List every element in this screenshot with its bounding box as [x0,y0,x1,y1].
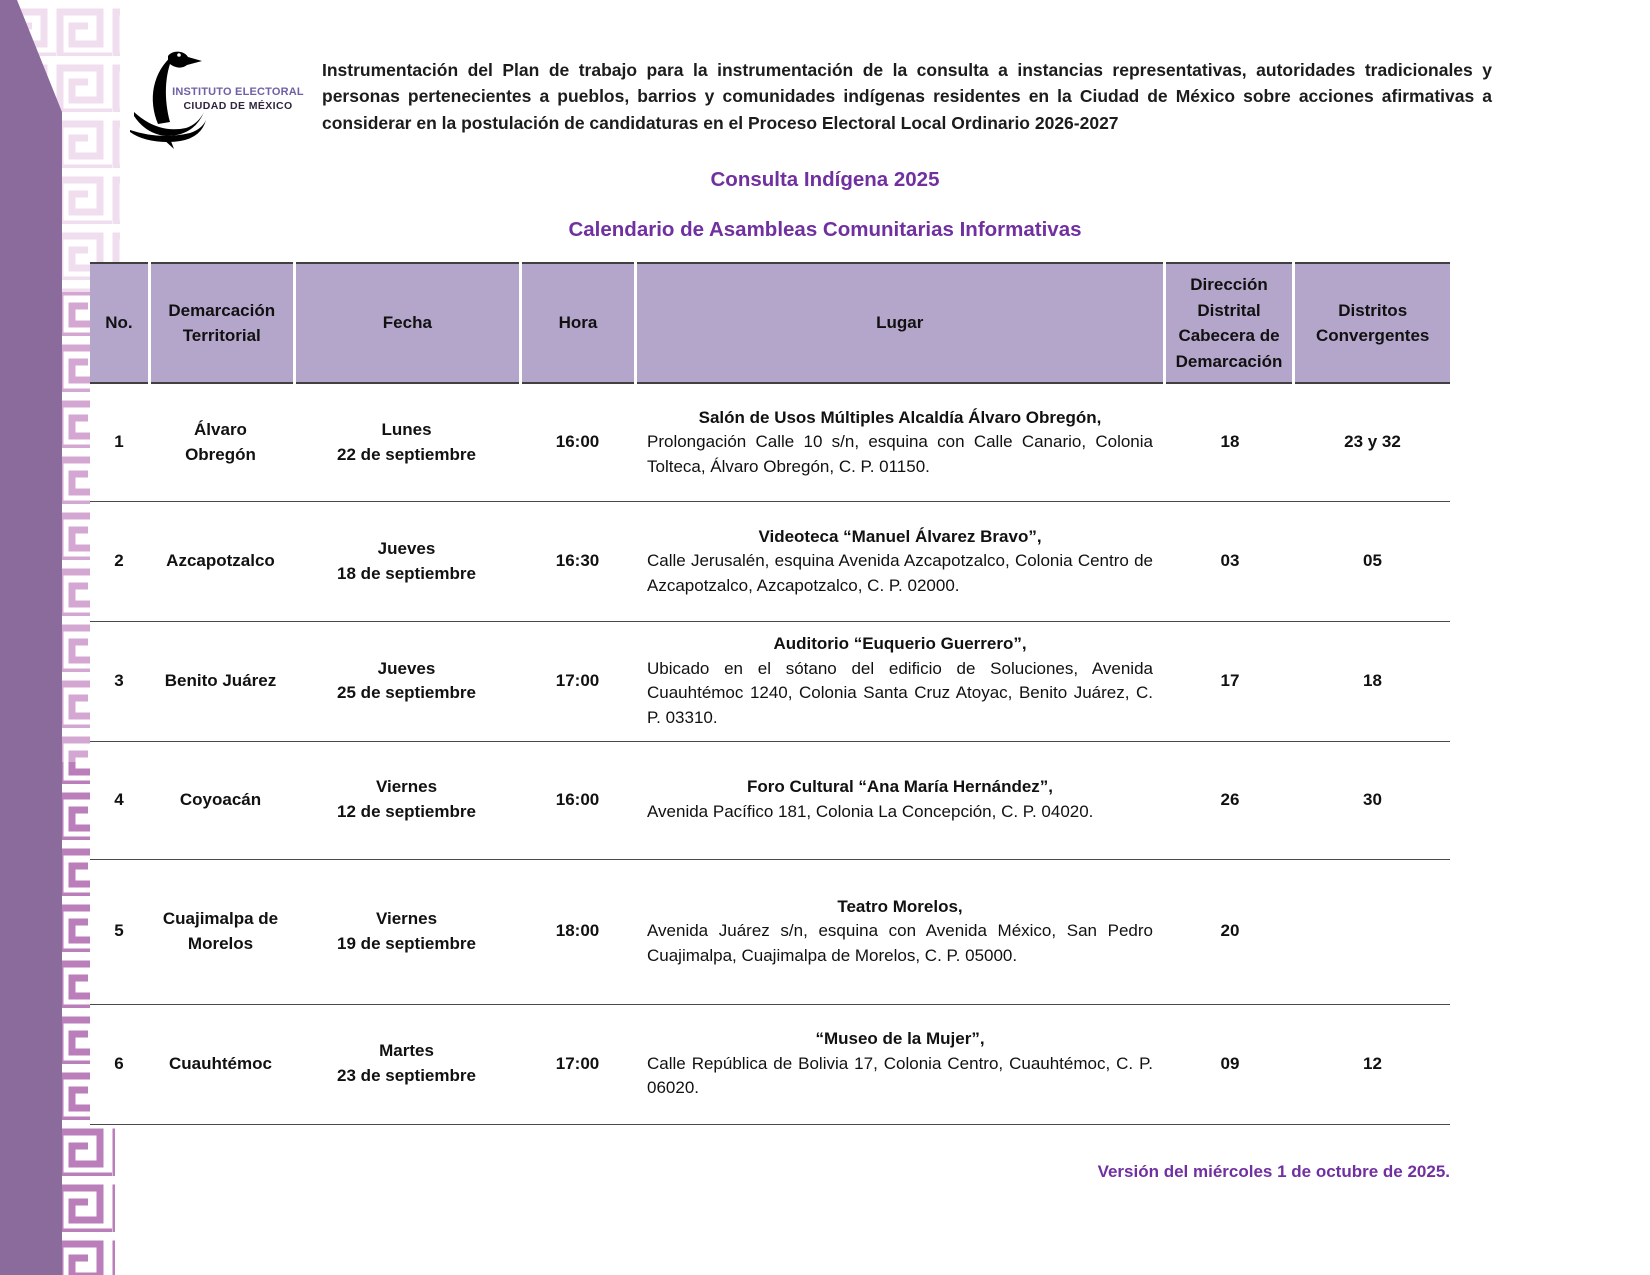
cell-fecha [293,765,520,834]
cell-demarcacion: Benito Juárez [164,670,277,690]
assemblies-calendar-table [90,262,1450,1125]
lugar-nombre: Salón de Usos Múltiples Alcaldía Álvaro Obregón, [698,407,1102,427]
cell-demarcacion: Cuauhtémoc [169,1053,272,1073]
fecha-fecha: 22 de septiembre [337,444,476,464]
cell-direccion-distrital: 17 [1220,670,1240,690]
cell-no: 6 [114,1053,124,1073]
fecha-dia: Jueves [377,658,436,678]
lugar-direccion: Calle Jerusalén, esquina Avenida Azcapotzalco, Colonia Centro de Azcapotzalco, Azcapotzalco, C. P. 02000. [647,551,1153,595]
cell-hora: 17:00 [555,670,600,690]
cell-distritos: 18 [1363,670,1382,690]
cell-fecha [293,1029,520,1098]
page-subtitle: Calendario de Asambleas Comunitarias Informativas [568,218,1082,241]
logo-city-name: CIUDAD DE MÉXICO [183,99,293,112]
cell-hora: 16:00 [555,789,600,809]
lugar-nombre: “Museo de la Mujer”, [815,1029,985,1049]
lugar-nombre: Videoteca “Manuel Álvarez Bravo”, [758,526,1042,546]
cell-demarcacion: Coyoacán [179,789,262,809]
cell-hora: 16:30 [555,551,600,571]
lugar-nombre: Teatro Morelos, [837,896,963,916]
cell-fecha [293,527,520,596]
fecha-dia: Viernes [375,777,438,797]
table-row [90,622,1450,742]
cell-fecha [293,408,520,477]
cell-direccion-distrital: 03 [1220,551,1240,571]
fecha-fecha: 25 de septiembre [337,683,476,703]
cell-distritos [1295,922,1450,942]
cell-lugar [635,515,1165,609]
cell-distritos: 23 y 32 [1344,432,1401,452]
cell-direccion-distrital: 26 [1220,789,1240,809]
cell-lugar [635,885,1165,979]
cell-demarcacion: Álvaro Obregón [185,419,256,464]
iecm-logo [128,50,328,150]
lugar-direccion: Calle República de Bolivia 17, Colonia Centro, Cuauhtémoc, C. P. 06020. [647,1053,1153,1098]
col-header-direccion: Dirección Distrital Cabecera de Demarcación [1166,262,1293,384]
cell-demarcacion: Cuajimalpa de Morelos [162,908,279,953]
cell-no: 5 [114,921,124,941]
fecha-dia: Viernes [375,908,438,928]
fecha-fecha: 18 de septiembre [337,563,476,583]
table-row [90,860,1450,1005]
lugar-direccion: Avenida Juárez s/n, esquina con Avenida México, San Pedro Cuajimalpa, Cuajimalpa de Morelos, C. P. 05000. [647,921,1153,965]
cell-no: 4 [114,789,124,809]
col-header-demarcacion: Demarcación Territorial [151,262,293,384]
col-header-distritos: Distritos Convergentes [1295,262,1450,384]
intro-paragraph: Instrumentación del Plan de trabajo para la instrumentación de la consulta a instancias representativas, autoridades tradicionales y personas pertenecientes a pueblos, barrios y comunidades indígenas residentes en la Ciudad de México sobre acciones afirmativas a considerar en la postulación de candidaturas en el Proceso Electoral Local Ordinario 2026-2027 [322,60,1492,133]
page-title: Consulta Indígena 2025 [710,168,940,191]
cell-distritos: 05 [1363,551,1382,571]
cell-hora: 18:00 [555,921,600,941]
table-header-row [90,262,1450,384]
lugar-direccion: Avenida Pacífico 181, Colonia La Concepción, C. P. 04020. [647,802,1094,822]
lugar-direccion: Prolongación Calle 10 s/n, esquina con Calle Canario, Colonia Tolteca, Álvaro Obregón, C. P. 01150. [647,432,1153,476]
col-header-hora: Hora [522,262,634,384]
fecha-fecha: 23 de septiembre [337,1066,476,1086]
cell-hora: 16:00 [555,432,600,452]
fecha-dia: Jueves [377,538,436,558]
cell-demarcacion: Azcapotzalco [166,551,275,571]
table-row [90,742,1450,860]
cell-distritos: 30 [1363,789,1382,809]
col-header-lugar: Lugar [637,262,1163,384]
cell-lugar [635,396,1165,490]
logo-institute-name: INSTITUTO ELECTORAL [172,86,304,98]
cell-no: 3 [114,670,124,690]
cell-no: 1 [114,432,124,452]
fecha-fecha: 12 de septiembre [337,802,476,822]
col-header-no: No. [90,262,148,384]
lugar-direccion: Ubicado en el sótano del edificio de Soluciones, Avenida Cuauhtémoc 1240, Colonia Santa Cruz Atoyac, Benito Juárez, C. P. 03310. [647,658,1153,727]
table-row [90,1005,1450,1125]
iecm-logo-text [158,86,318,113]
cell-distritos: 12 [1363,1053,1382,1073]
fecha-dia: Martes [379,1041,434,1061]
cell-direccion-distrital: 09 [1220,1053,1240,1073]
table-body [90,384,1450,1125]
cell-direccion-distrital: 20 [1220,921,1240,941]
version-note: Versión del miércoles 1 de octubre de 2025. [1097,1162,1450,1181]
cell-fecha [293,897,520,966]
table-row [90,502,1450,622]
table-row [90,384,1450,502]
cell-hora: 17:00 [555,1053,600,1073]
cell-fecha [293,647,520,716]
fecha-fecha: 19 de septiembre [337,933,476,953]
cell-direccion-distrital: 18 [1220,432,1240,452]
lugar-nombre: Foro Cultural “Ana María Hernández”, [746,777,1054,797]
cell-lugar [635,765,1165,834]
col-header-fecha: Fecha [296,262,519,384]
fecha-dia: Lunes [381,419,432,439]
cell-lugar [635,1017,1165,1111]
cell-no: 2 [114,551,124,571]
lugar-nombre: Auditorio “Euquerio Guerrero”, [773,634,1027,653]
cell-lugar [635,622,1165,741]
